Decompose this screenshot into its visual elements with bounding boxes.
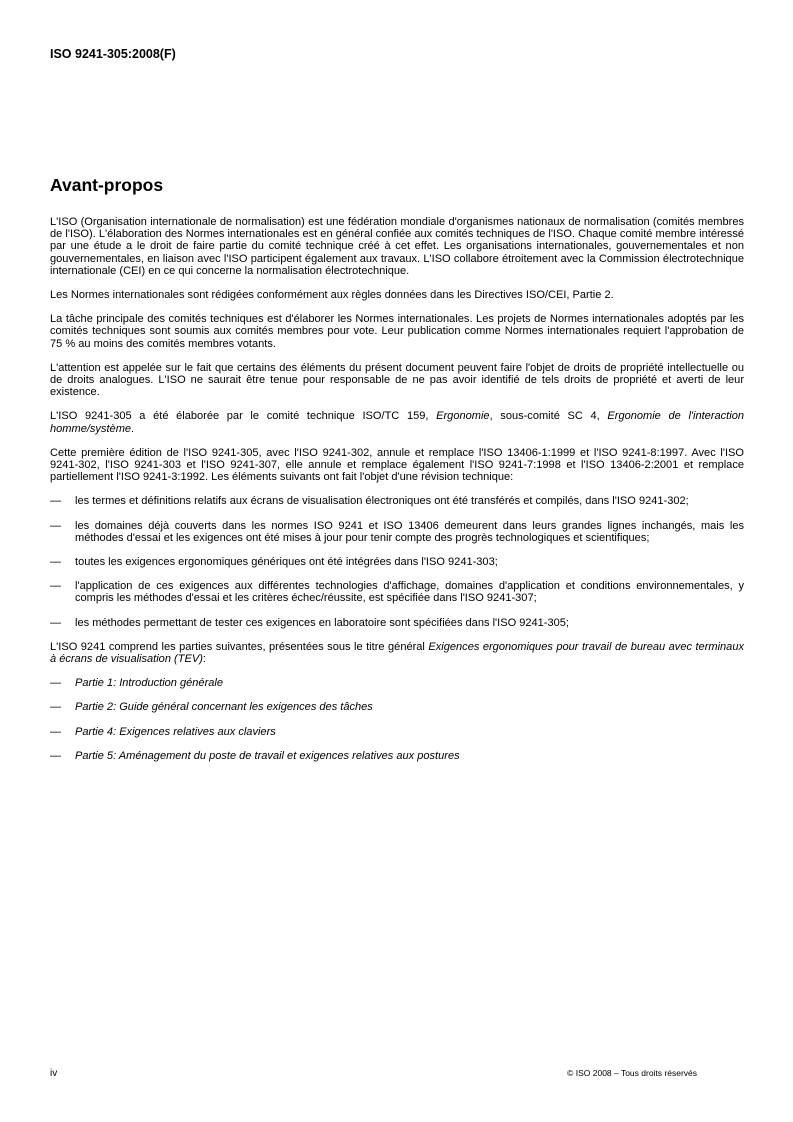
paragraph-directives: Les Normes internationales sont rédigées conformément aux règles données dans les Directives ISO/CEI, Partie 2.	[50, 289, 614, 302]
dash-bullet: —	[50, 495, 62, 508]
revision-list-item	[50, 520, 744, 544]
dash-bullet: —	[50, 580, 62, 593]
part-list-item	[50, 726, 744, 738]
revision-list-item	[50, 495, 744, 507]
dash-bullet: —	[50, 677, 62, 690]
page-number: iv	[50, 1068, 58, 1079]
part-list-item	[50, 701, 744, 713]
document-id-header: ISO 9241-305:2008(F)	[50, 47, 176, 61]
list-item-text: l'application de ces exigences aux différentes technologies d'affichage, domaines d'application et conditions environnementales, y compris les méthodes d'essai et les critères échec/réussite, est spécifiée dans l'ISO 9241-307;	[75, 580, 744, 605]
dash-bullet: —	[50, 616, 62, 629]
dash-bullet: —	[50, 701, 62, 714]
paragraph-prepared-by	[50, 410, 744, 434]
dash-bullet: —	[50, 749, 62, 762]
list-item-text: les termes et définitions relatifs aux écrans de visualisation électroniques ont été transférés et compilés, dans l'ISO 9241-302;	[75, 495, 689, 508]
paragraph-patent-notice: L'attention est appelée sur le fait que certains des éléments du présent document peuvent faire l'objet de droits de propriété intellectuelle ou de droits analogues. L'ISO ne saurait être tenue pour responsable de ne pas avoir identifié de tels droits de propriété et averti de leur existence.	[50, 361, 744, 399]
list-item-text: les méthodes permettant de tester ces exigences en laboratoire sont spécifiées dans l'ISO 9241-305;	[75, 616, 569, 629]
subcommittee-name: Ergonomie de l'interaction homme/système	[50, 410, 744, 435]
general-title: Exigences ergonomiques pour travail de bureau avec terminaux à écrans de visualisation (TEV)	[50, 640, 744, 666]
dash-bullet: —	[50, 556, 62, 569]
revision-list-item	[50, 580, 744, 604]
list-item-text: Partie 4: Exigences relatives aux claviers	[75, 725, 276, 738]
revision-list-item	[50, 556, 744, 568]
dash-bullet: —	[50, 725, 62, 738]
document-body	[50, 216, 744, 774]
text: L'ISO 9241-305 a été élaborée par le comité technique ISO/TC 159,	[50, 410, 437, 423]
list-item-text: Partie 2: Guide général concernant les exigences des tâches	[75, 701, 373, 714]
paragraph-iso-intro: L'ISO (Organisation internationale de normalisation) est une fédération mondiale d'organismes nationaux de normalisation (comités membres de l'ISO). L'élaboration des Normes internationales est en général confiée aux comités techniques de l'ISO. Chaque comité membre intéressé par une étude a le droit de faire partie du comité technique créé à cet effet. Les organisations internationales, gouvernementales et non gouvernementales, en liaison avec l'ISO participent également aux travaux. L'ISO collabore étroitement avec la Commission électrotechnique internationale (CEI) en ce qui concerne la normalisation électrotechnique.	[50, 216, 744, 277]
list-item-text: les domaines déjà couverts dans les normes ISO 9241 et ISO 13406 demeurent dans leurs grandes lignes inchangés, mais les méthodes d'essai et les exigences ont été mises à jour pour tenir compte des progrès technologiques et scientifiques;	[75, 519, 744, 544]
dash-bullet: —	[50, 519, 62, 532]
list-item-text: Partie 1: Introduction générale	[75, 677, 224, 690]
copyright-notice: © ISO 2008 – Tous droits réservés	[567, 1068, 697, 1078]
text: :	[202, 653, 206, 666]
revision-list-item	[50, 617, 744, 629]
section-title: Avant-propos	[50, 175, 164, 195]
paragraph-edition-info: Cette première édition de l'ISO 9241-305, avec l'ISO 9241-302, annule et remplace l'ISO 13406-1:1999 et l'ISO 9241-8:1997. Avec l'ISO 9241-302, l'ISO 9241-303 et l'ISO 9241-307, elle annule et remplace également l'ISO 9241-7:1998 et l'ISO 13406-2:2001 et remplace partiellement l'ISO 9241-3:1992. Les éléments suivants ont fait l'objet d'une révision technique:	[50, 446, 744, 484]
list-item-text: toutes les exigences ergonomiques génériques ont été intégrées dans l'ISO 9241-303;	[75, 556, 498, 569]
part-list-item	[50, 750, 744, 762]
paragraph-parts-intro	[50, 641, 744, 665]
part-list-item	[50, 677, 744, 689]
text: , sous-comité SC 4,	[489, 410, 608, 423]
list-item-text: Partie 5: Aménagement du poste de travail et exigences relatives aux postures	[75, 749, 460, 762]
committee-name: Ergonomie	[436, 410, 490, 423]
paragraph-committee-task: La tâche principale des comités techniques est d'élaborer les Normes internationales. Les projets de Normes internationales adoptés par les comités techniques sont soumis aux comités membres pour vote. Leur publication comme Normes internationales requiert l'approbation de 75 % au moins des comités membres votants.	[50, 313, 744, 350]
text: .	[131, 422, 135, 435]
text: L'ISO 9241 comprend les parties suivantes, présentées sous le titre général	[50, 640, 429, 653]
